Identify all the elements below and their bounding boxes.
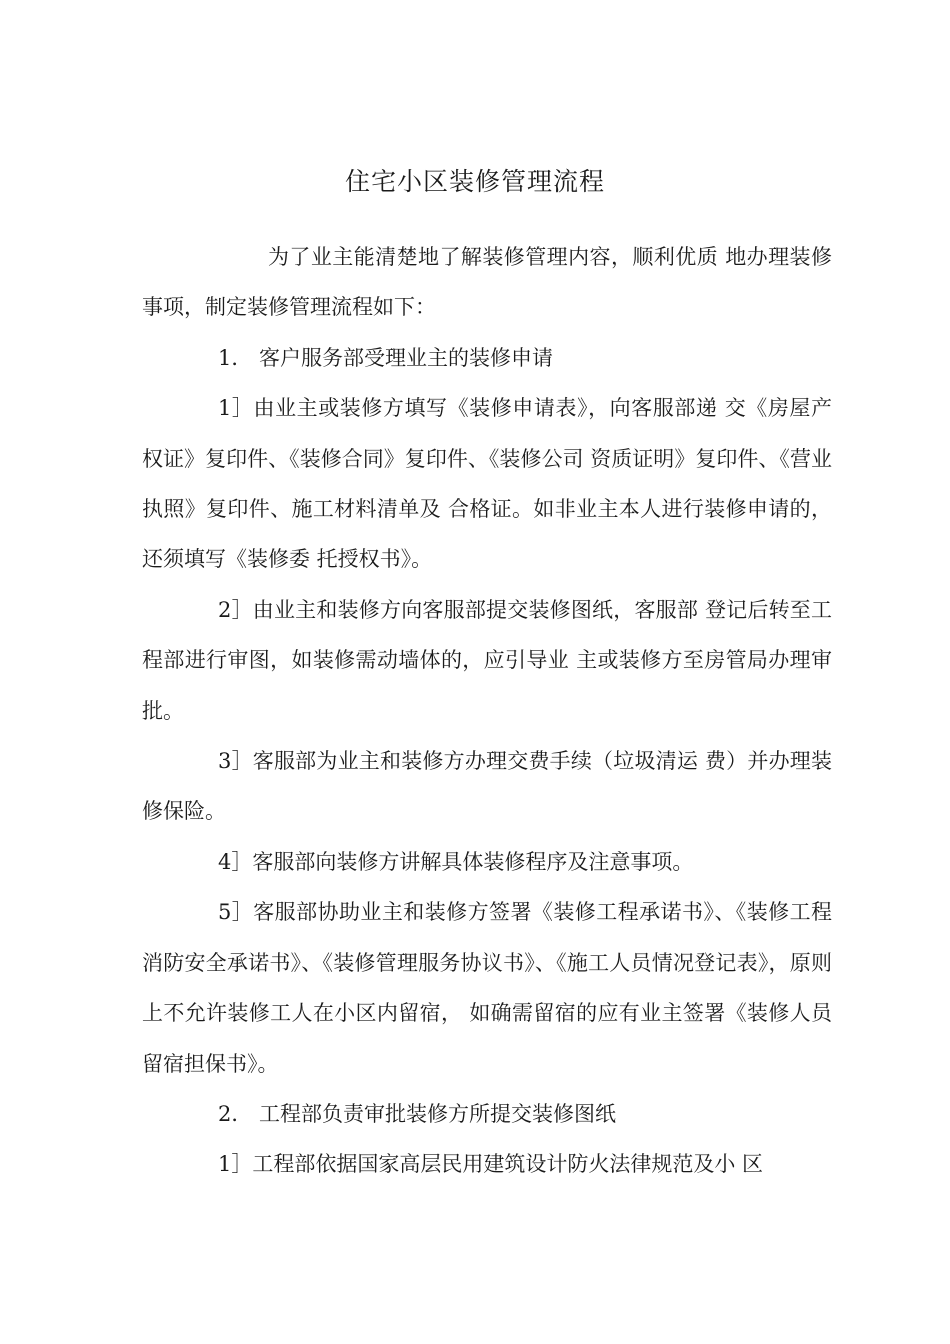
- paragraph-1-5: 5］客服部协助业主和装修方签署《装修工程承诺书》、《装修工程消防安全承诺书》、《装修管理服务协议书》、《施工人员情况登记表》，原则上不允许装修工人在小区内留宿， 如确需留宿的应有业主签署《装修人员留宿担保书》。: [142, 900, 832, 1076]
- document-title: 住宅小区装修管理流程: [344, 167, 605, 196]
- document-body: [142, 232, 832, 1190]
- paragraph-2-1: 1］工程部依据国家高层民用建筑设计防火法律规范及小 区: [218, 1152, 764, 1177]
- section-heading-1: 1． 客户服务部受理业主的装修申请: [218, 345, 554, 370]
- paragraph-1-3: 3］客服部为业主和装修方办理交费手续（垃圾清运 费）并办理装修保险。: [142, 749, 832, 824]
- paragraph-1-4: 4］客服部向装修方讲解具体装修程序及注意事项。: [218, 849, 694, 874]
- paragraph-1-1: 1］由业主或装修方填写《装修申请表》，向客服部递 交《房屋产权证》复印件、《装修合同》复印件、《装修公司 资质证明》复印件、《营业执照》复印件、施工材料清单及 合格证。如非业主本人进行装修申请的，还须填写《装修委 托授权书》。: [142, 396, 832, 572]
- paragraph-1-2: 2］由业主和装修方向客服部提交装修图纸，客服部 登记后转至工程部进行审图，如装修需动墙体的，应引导业 主或装修方至房管局办理审批。: [142, 597, 832, 723]
- intro-paragraph: 为了业主能清楚地了解装修管理内容，顺利优质 地办理装修事项，制定装修管理流程如下：: [142, 245, 832, 320]
- section-heading-2: 2． 工程部负责审批装修方所提交装修图纸: [218, 1101, 617, 1126]
